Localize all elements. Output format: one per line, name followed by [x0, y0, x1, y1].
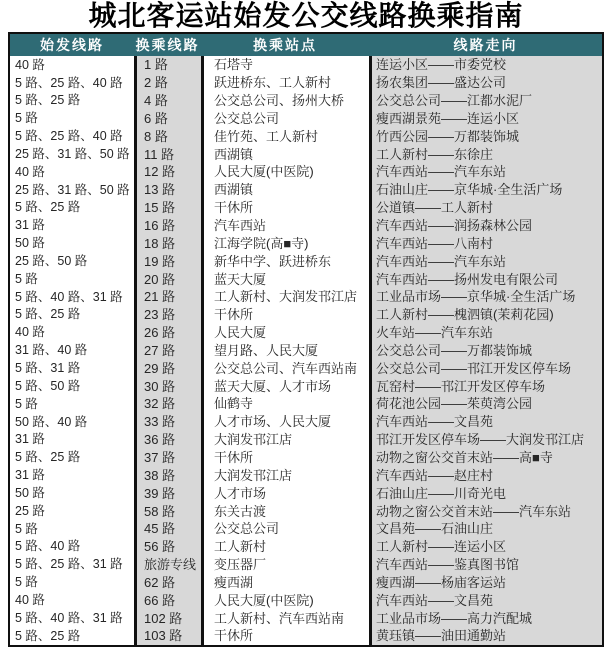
transfer-route-cell: 30 路: [134, 377, 201, 395]
transfer-route-cell: 19 路: [134, 252, 201, 270]
transfer-stop-cell: 工人新村、大润发邗江店: [201, 288, 369, 306]
transfer-stop-cell: 人民大厦: [201, 324, 369, 342]
start-route-cell: 31 路: [10, 217, 134, 235]
transfer-route-cell: 66 路: [134, 591, 201, 609]
transfer-route-cell: 103 路: [134, 627, 201, 645]
route-direction-cell: 公交总公司——邗江开发区停车场: [369, 359, 602, 377]
start-route-cell: 5 路、40 路、31 路: [10, 288, 134, 306]
start-route-cell: 5 路、25 路: [10, 306, 134, 324]
transfer-route-cell: 38 路: [134, 466, 201, 484]
route-direction-cell: 扬农集团——盛达公司: [369, 74, 602, 92]
route-direction-cell: 汽车西站——扬州发电有限公司: [369, 270, 602, 288]
start-route-cell: 25 路、50 路: [10, 252, 134, 270]
transfer-stop-cell: 人才市场、人民大厦: [201, 413, 369, 431]
start-route-cell: 5 路、40 路、31 路: [10, 609, 134, 627]
transfer-route-cell: 45 路: [134, 520, 201, 538]
col-header-route-direction: 线路走向: [453, 37, 518, 53]
transfer-route-cell: 13 路: [134, 181, 201, 199]
transfer-route-cell: 20 路: [134, 270, 201, 288]
route-direction-cell: 火车站——汽车东站: [369, 324, 602, 342]
transfer-stop-cell: 人民大厦(中医院): [201, 591, 369, 609]
start-route-cell: 5 路、50 路: [10, 377, 134, 395]
route-direction-cell: 石油山庄——京华城·全生活广场: [369, 181, 602, 199]
transfer-stop-cell: 石塔寺: [201, 56, 369, 74]
transfer-stop-cell: 蓝天大厦、人才市场: [201, 377, 369, 395]
route-direction-cell: 工业品市场——高力汽配城: [369, 609, 602, 627]
transfer-route-cell: 21 路: [134, 288, 201, 306]
route-direction-cell: 石油山庄——川奇光电: [369, 484, 602, 502]
transfer-stop-cell: 大润发邗江店: [201, 431, 369, 449]
transfer-stop-cell: 大润发邗江店: [201, 466, 369, 484]
start-route-cell: 50 路: [10, 484, 134, 502]
start-route-cell: 5 路、40 路: [10, 538, 134, 556]
start-route-cell: 25 路、31 路、50 路: [10, 181, 134, 199]
route-direction-cell: 动物之窗公交首末站——高■寺: [369, 449, 602, 467]
route-direction-cell: 竹西公园——万都装饰城: [369, 127, 602, 145]
transfer-stop-cell: 西湖镇: [201, 181, 369, 199]
route-direction-cell: 汽车西站——八南村: [369, 234, 602, 252]
transfer-route-cell: 102 路: [134, 609, 201, 627]
transfer-stop-cell: 人民大厦(中医院): [201, 163, 369, 181]
route-direction-cell: 瓦窑村——邗江开发区停车场: [369, 377, 602, 395]
transfer-route-cell: 1 路: [134, 56, 201, 74]
transfer-route-cell: 37 路: [134, 449, 201, 467]
route-direction-cell: 瘦西湖——杨庙客运站: [369, 573, 602, 591]
start-route-cell: 31 路、40 路: [10, 342, 134, 360]
route-direction-cell: 工人新村——东徐庄: [369, 145, 602, 163]
route-direction-cell: 荷花池公园——茱萸湾公园: [369, 395, 602, 413]
transfer-stop-cell: 公交总公司: [201, 520, 369, 538]
route-direction-cell: 公交总公司——万都装饰城: [369, 342, 602, 360]
start-route-cell: 25 路: [10, 502, 134, 520]
page-title: 城北客运站始发公交线路换乘指南: [88, 0, 524, 31]
start-route-cell: 5 路: [10, 270, 134, 288]
route-direction-cell: 汽车西站——文昌苑: [369, 591, 602, 609]
transfer-stop-cell: 蓝天大厦: [201, 270, 369, 288]
start-route-cell: 5 路、25 路: [10, 449, 134, 467]
transfer-stop-cell: 工人新村: [201, 538, 369, 556]
transfer-stop-cell: 干休所: [201, 199, 369, 217]
transfer-stop-cell: 公交总公司: [201, 110, 369, 128]
transfer-route-cell: 18 路: [134, 234, 201, 252]
route-direction-cell: 汽车西站——文昌苑: [369, 413, 602, 431]
transfer-route-cell: 16 路: [134, 217, 201, 235]
start-route-cell: 5 路、25 路、40 路: [10, 127, 134, 145]
transfer-route-cell: 23 路: [134, 306, 201, 324]
start-route-cell: 50 路、40 路: [10, 413, 134, 431]
transfer-route-cell: 62 路: [134, 573, 201, 591]
transfer-stop-cell: 干休所: [201, 306, 369, 324]
route-direction-cell: 工人新村——连运小区: [369, 538, 602, 556]
transfer-stop-cell: 公交总公司、汽车西站南: [201, 359, 369, 377]
transfer-route-cell: 8 路: [134, 127, 201, 145]
transfer-stop-cell: 变压器厂: [201, 556, 369, 574]
start-route-cell: 50 路: [10, 234, 134, 252]
start-route-cell: 40 路: [10, 591, 134, 609]
transfer-route-cell: 26 路: [134, 324, 201, 342]
transfer-route-cell: 11 路: [134, 145, 201, 163]
transfer-stop-cell: 瘦西湖: [201, 573, 369, 591]
transfer-stop-cell: 干休所: [201, 449, 369, 467]
start-route-cell: 40 路: [10, 324, 134, 342]
bus-transfer-table: [8, 32, 604, 647]
transfer-stop-cell: 仙鹤寺: [201, 395, 369, 413]
transfer-stop-cell: 工人新村、汽车西站南: [201, 609, 369, 627]
start-route-cell: 5 路: [10, 395, 134, 413]
route-direction-cell: 工业品市场——京华城·全生活广场: [369, 288, 602, 306]
transfer-route-cell: 32 路: [134, 395, 201, 413]
transfer-stop-cell: 新华中学、跃进桥东: [201, 252, 369, 270]
transfer-route-cell: 39 路: [134, 484, 201, 502]
start-route-cell: 5 路、25 路、31 路: [10, 556, 134, 574]
transfer-stop-cell: 汽车西站: [201, 217, 369, 235]
transfer-stop-cell: 人才市场: [201, 484, 369, 502]
route-direction-cell: 汽车西站——润扬森林公园: [369, 217, 602, 235]
start-route-cell: 5 路: [10, 110, 134, 128]
transfer-stop-cell: 江海学院(高■寺): [201, 234, 369, 252]
transfer-route-cell: 56 路: [134, 538, 201, 556]
start-route-cell: 5 路、25 路、40 路: [10, 74, 134, 92]
start-route-cell: 5 路、25 路: [10, 627, 134, 645]
transfer-stop-cell: 公交总公司、扬州大桥: [201, 92, 369, 110]
transfer-route-cell: 2 路: [134, 74, 201, 92]
transfer-stop-cell: 佳竹苑、工人新村: [201, 127, 369, 145]
transfer-stop-cell: 西湖镇: [201, 145, 369, 163]
route-direction-cell: 文昌苑——石油山庄: [369, 520, 602, 538]
start-route-cell: 40 路: [10, 163, 134, 181]
transfer-stop-cell: 望月路、人民大厦: [201, 342, 369, 360]
start-route-cell: 25 路、31 路、50 路: [10, 145, 134, 163]
transfer-route-cell: 58 路: [134, 502, 201, 520]
transfer-route-cell: 27 路: [134, 342, 201, 360]
table-header-row: [10, 34, 602, 56]
route-direction-cell: 汽车西站——汽车东站: [369, 252, 602, 270]
transfer-route-cell: 29 路: [134, 359, 201, 377]
route-direction-cell: 汽车西站——赵庄村: [369, 466, 602, 484]
transfer-route-cell: 4 路: [134, 92, 201, 110]
transfer-stop-cell: 干休所: [201, 627, 369, 645]
transfer-route-cell: 旅游专线: [134, 556, 201, 574]
transfer-route-cell: 6 路: [134, 110, 201, 128]
col-header-start-route: 始发线路: [40, 37, 104, 53]
table-body: [10, 56, 602, 645]
start-route-cell: 5 路: [10, 573, 134, 591]
route-direction-cell: 公交总公司——江都水泥厂: [369, 92, 602, 110]
start-route-cell: 5 路、31 路: [10, 359, 134, 377]
start-route-cell: 5 路、25 路: [10, 92, 134, 110]
route-direction-cell: 瘦西湖景苑——连运小区: [369, 110, 602, 128]
route-direction-cell: 黄珏镇——油田通勤站: [369, 627, 602, 645]
col-header-transfer-stop: 换乘站点: [253, 37, 317, 53]
start-route-cell: 40 路: [10, 56, 134, 74]
transfer-route-cell: 36 路: [134, 431, 201, 449]
transfer-stop-cell: 跃进桥东、工人新村: [201, 74, 369, 92]
transfer-route-cell: 15 路: [134, 199, 201, 217]
route-direction-cell: 工人新村——槐泗镇(茉莉花园): [369, 306, 602, 324]
col-header-transfer-route: 换乘线路: [135, 37, 200, 53]
route-direction-cell: 汽车西站——鉴真图书馆: [369, 556, 602, 574]
start-route-cell: 5 路: [10, 520, 134, 538]
transfer-route-cell: 33 路: [134, 413, 201, 431]
start-route-cell: 31 路: [10, 431, 134, 449]
start-route-cell: 31 路: [10, 466, 134, 484]
route-direction-cell: 动物之窗公交首末站——汽车东站: [369, 502, 602, 520]
transfer-stop-cell: 东关古渡: [201, 502, 369, 520]
start-route-cell: 5 路、25 路: [10, 199, 134, 217]
route-direction-cell: 连运小区——市委党校: [369, 56, 602, 74]
route-direction-cell: 邗江开发区停车场——大润发邗江店: [369, 431, 602, 449]
route-direction-cell: 汽车西站——汽车东站: [369, 163, 602, 181]
transfer-route-cell: 12 路: [134, 163, 201, 181]
route-direction-cell: 公道镇——工人新村: [369, 199, 602, 217]
